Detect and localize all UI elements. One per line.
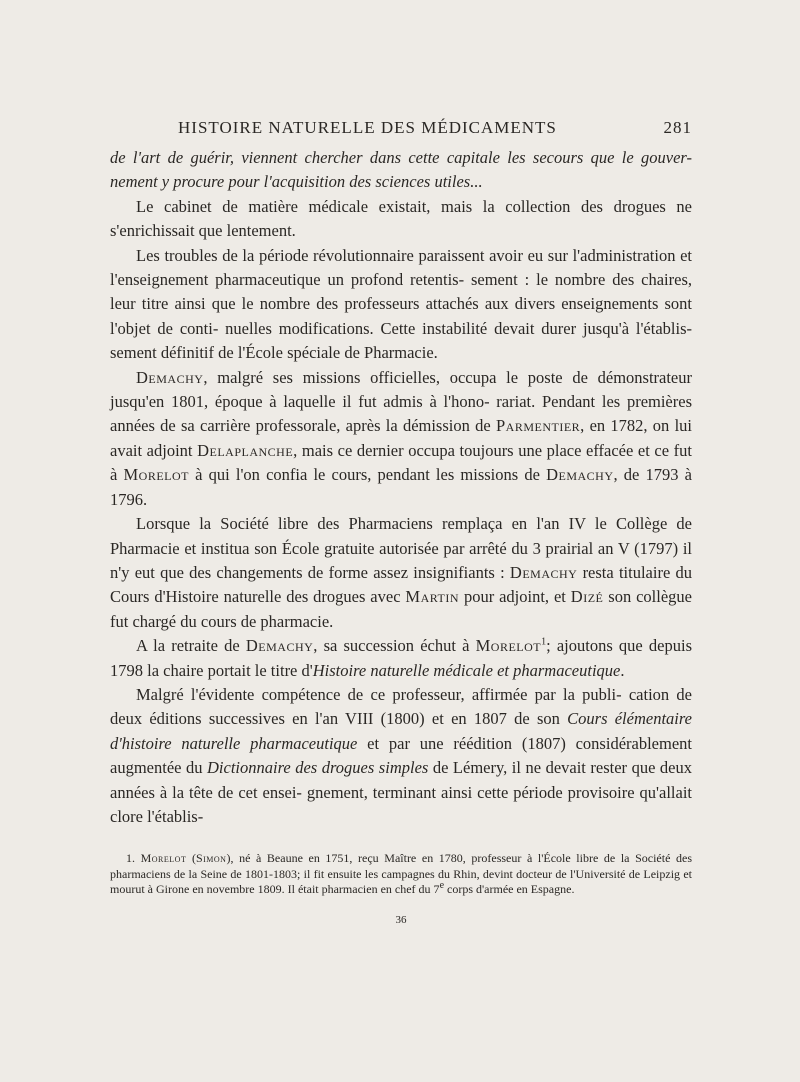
paragraph: [110, 634, 692, 683]
person-name: Morelot: [140, 851, 187, 865]
italic-title: Dictionnaire des drogues simples: [207, 758, 429, 778]
text-run: et par une réédition (1807) considérablement augmentée du: [110, 733, 692, 778]
paragraph: [110, 683, 692, 829]
superscript: e: [439, 880, 445, 892]
text-run: ; ajoutons que depuis 1798 la chaire portait le titre d': [110, 636, 693, 680]
text-run: Malgré l'évidente compétence de ce professeur, affirmée par la publi- cation de deux éditions successives en l'an VIII (1800) et en 1807 de son: [110, 684, 692, 729]
paragraph: [110, 366, 692, 512]
footnote-text: [110, 851, 692, 898]
text-run: de Lémery, il ne devait rester que deux années à la tête de cet ensei- gnement, terminant ainsi cette période provisoire qu'allait clore l'établis-: [110, 758, 692, 826]
italic-title: Cours élémentaire d'histoire naturelle pharmaceutique: [110, 709, 693, 753]
running-header: [110, 118, 692, 142]
italic-title: Histoire naturelle médicale et pharmaceutique: [312, 660, 621, 680]
paragraph: [110, 146, 692, 195]
text-run: Lorsque la Société libre des Pharmaciens remplaça en l'an IV le Collège de Pharmacie et institua son École gratuite autorisée par arrêté du 3 prairial an V (1797) il n'y eut que des changements de forme assez insignifiants :: [110, 514, 692, 582]
paragraph: [110, 244, 692, 366]
text-run: pour adjoint, et: [459, 587, 571, 607]
signature-mark: 36: [395, 914, 407, 926]
text-run: , en 1782, on lui avait adjoint: [110, 416, 692, 460]
person-name: Martin: [405, 587, 460, 607]
person-name: Demachy: [245, 636, 314, 656]
footnote: [110, 851, 692, 898]
person-name: Demachy: [509, 562, 578, 582]
person-name: Morelot: [123, 465, 189, 485]
running-title: HISTOIRE NATURELLE DES MÉDICAMENTS: [178, 118, 557, 137]
text-run: , sa succession échut à: [313, 636, 476, 656]
text-run: Les troubles de la période révolutionnaire paraissent avoir eu sur l'administration et l'enseignement pharmaceutique un profond retentis- sement : le nombre des chaires, leur titre ainsi que le nombre des professeurs attachés aux divers enseignements sont l'objet de conti- nuelles modifications. Cette instabilité devait durer jusqu'à l'établis- sement définitif de l'École spéciale de Pharmacie.: [110, 245, 692, 363]
text-run: ), né à Beaune en 1751, reçu Maître en 1780, professeur à l'École libre de la Société des pharmaciens de la Seine de 1801-1803; il fit ensuite les campagnes du Rhin, devint docteur de l'Université de Leipzig et mourut à Girone en novembre 1809. Il était pharmacien en chef du 7: [110, 851, 693, 897]
text-run: corps d'armée en Espagne.: [444, 882, 575, 897]
text-run: son collègue fut chargé du cours de pharmacie.: [110, 587, 692, 631]
person-name: Demachy: [136, 367, 204, 387]
footnote-marker: 1: [541, 636, 547, 648]
page-number: 281: [663, 118, 692, 137]
person-name: Dizé: [570, 587, 604, 607]
text-run: , de 1793 à 1796.: [110, 465, 692, 509]
text-run: à qui l'on confia le cours, pendant les missions de: [188, 465, 547, 485]
text-run: , mais ce dernier occupa toujours une place effacée et ce fut à: [110, 440, 692, 485]
footnote-number: 1.: [126, 851, 141, 865]
paragraph: [110, 512, 692, 634]
person-name: Simon: [195, 851, 227, 865]
text-run: Le cabinet de matière médicale existait, mais la collection des drogues ne s'enrichissait que lentement.: [110, 196, 692, 241]
italic-text: de l'art de guérir, viennent chercher dans cette capitale les secours que le gouver- nement y procure pour l'acquisition des sciences utiles...: [110, 148, 692, 192]
paragraph: [110, 195, 692, 244]
person-name: Parmentier: [495, 416, 581, 436]
text-run: , malgré ses missions officielles, occupa le poste de démonstrateur jusqu'en 1801, époque à laquelle il fut admis à l'hono- rariat. Pendant les premières années de sa carrière professorale, après la démission de: [110, 367, 692, 436]
text-run: .: [620, 660, 625, 680]
main-text: [110, 146, 692, 829]
person-name: Demachy: [546, 465, 614, 485]
text-run: A la retraite de: [136, 636, 246, 656]
text-run: resta titulaire du Cours d'Histoire naturelle des drogues avec: [110, 562, 692, 607]
person-name: Delaplanche: [197, 440, 294, 460]
text-run: (: [186, 851, 196, 865]
person-name: Morelot: [475, 636, 542, 656]
